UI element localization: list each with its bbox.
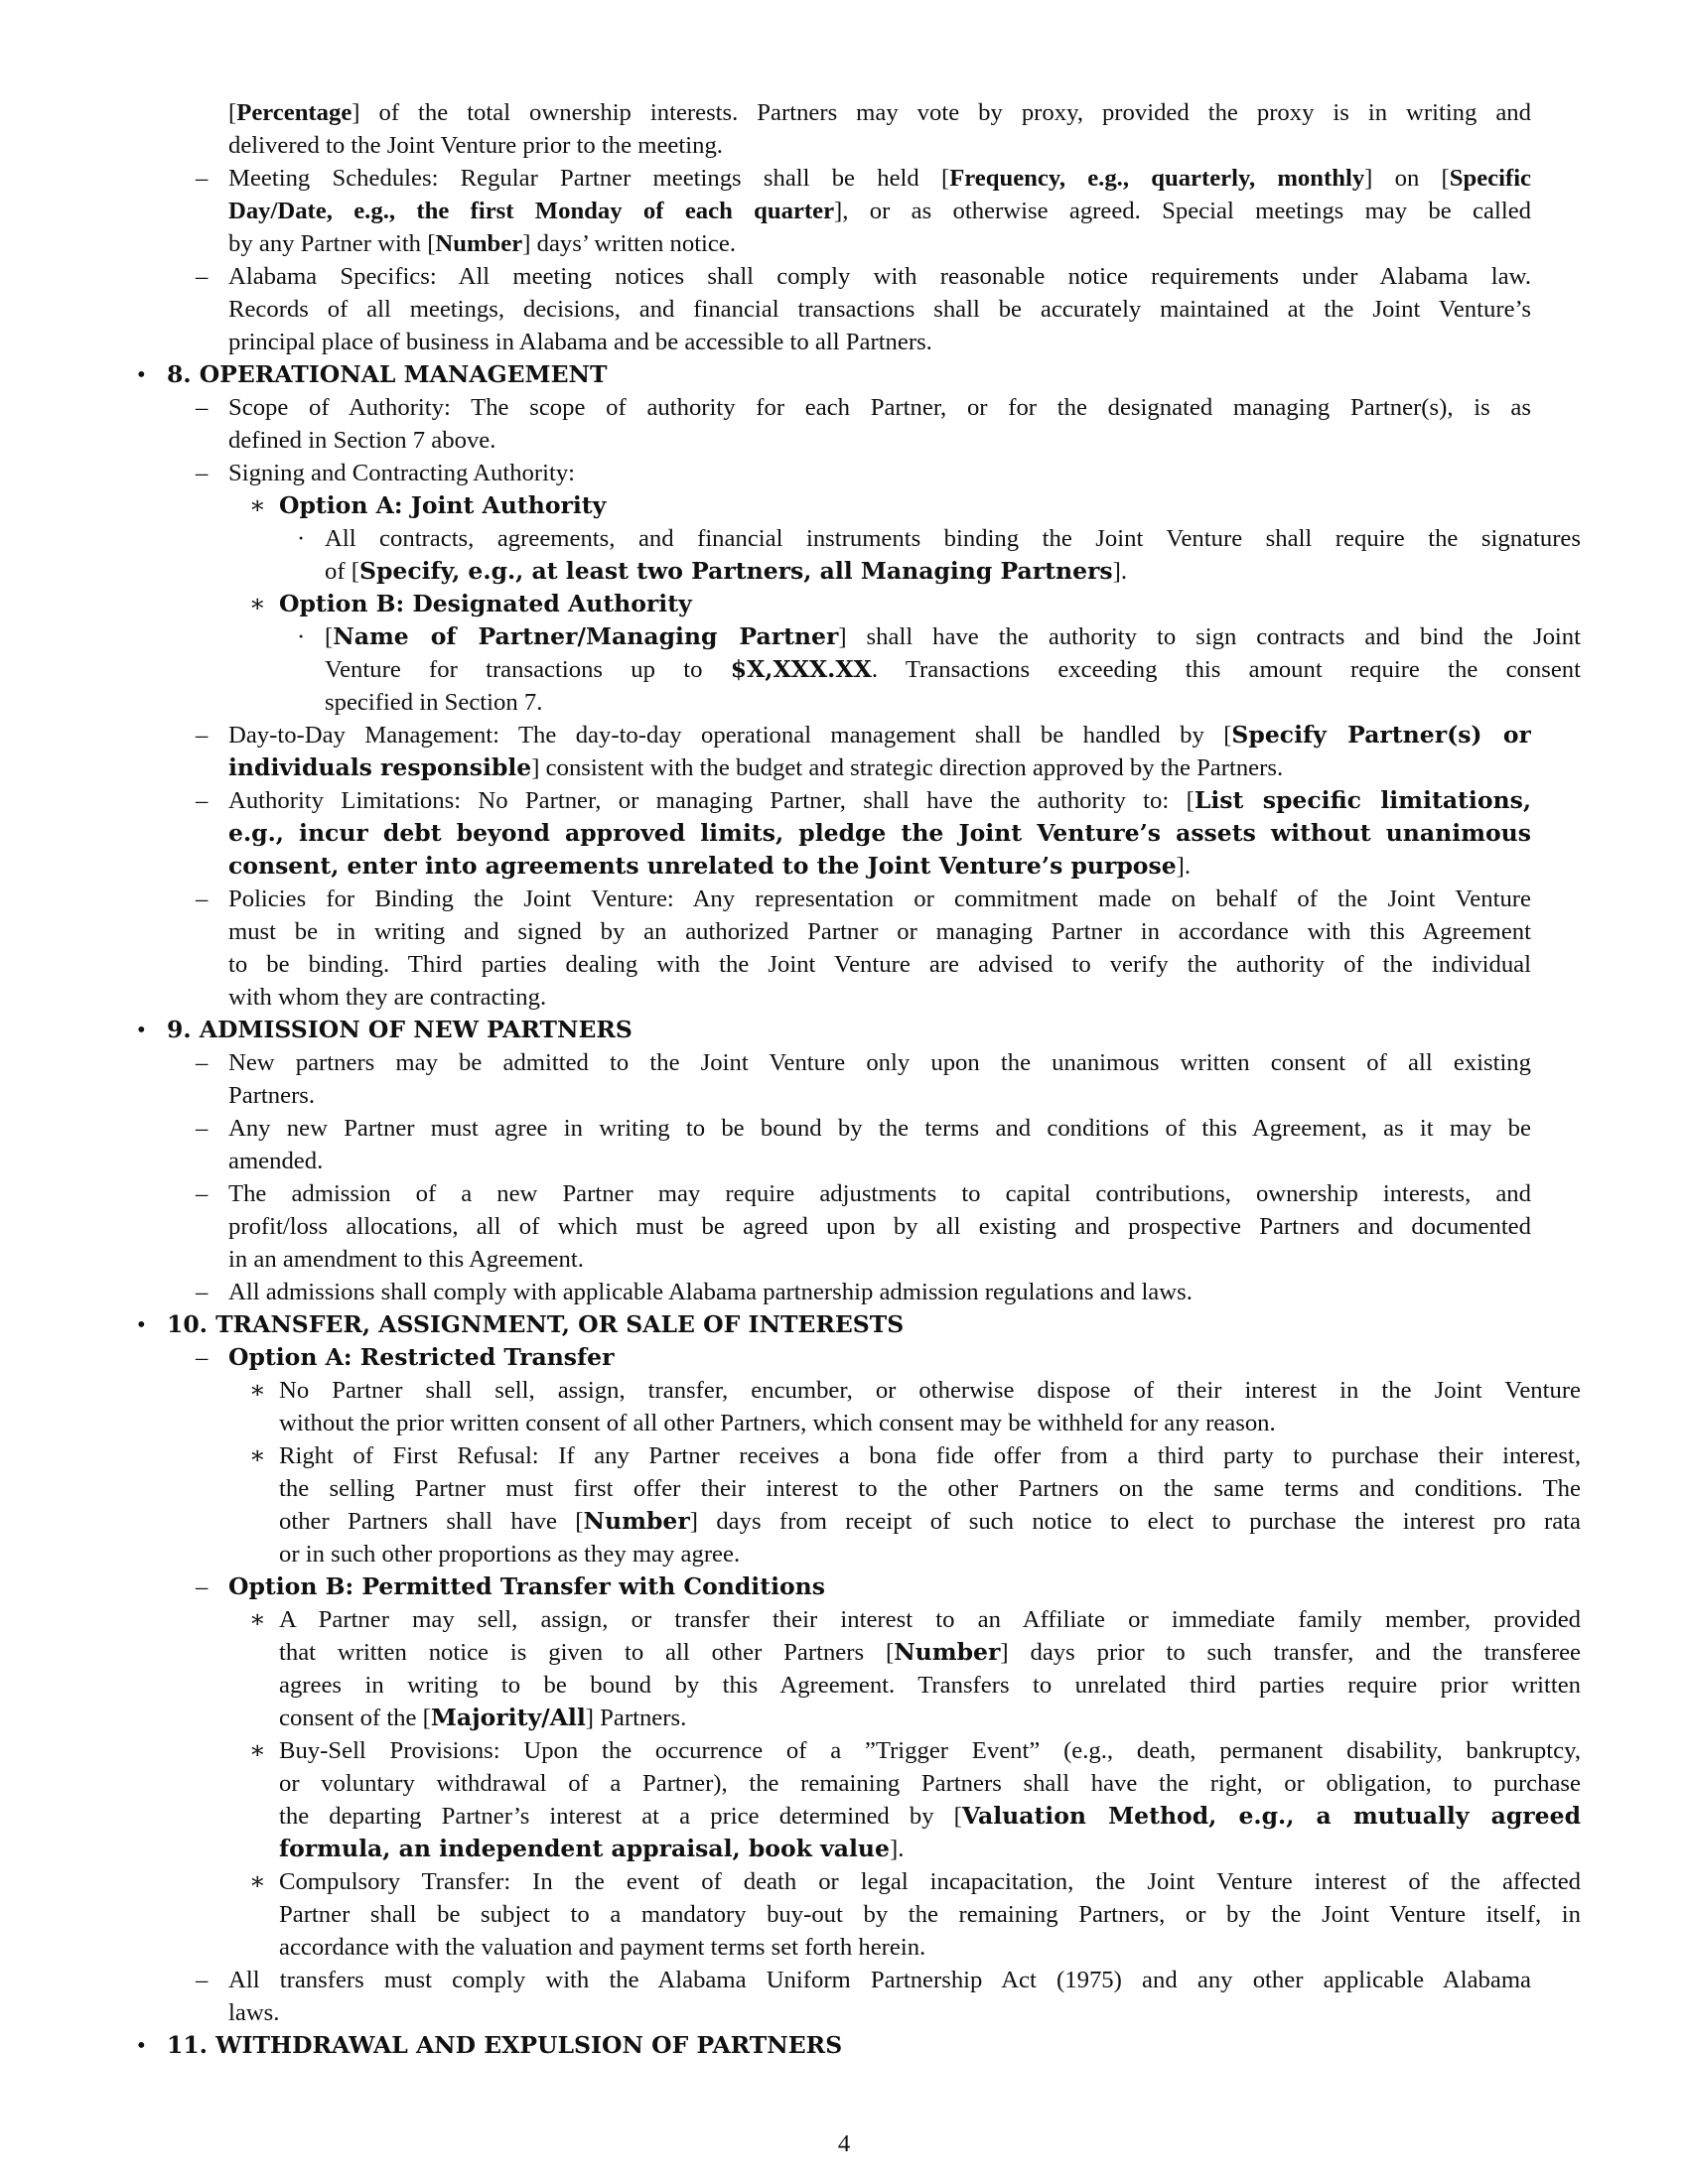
list-item: – Authority Limitations: No Partner, or managing Partner, shall have the authority to: [List specific limitations, [196, 786, 1531, 814]
text-line: or voluntary withdrawal of a Partner), the remaining Partners shall have the right, or obligation, to purchase [279, 1770, 1581, 1797]
text-line: profit/loss allocations, all of which must be agreed upon by all existing and prospective Partners and documented [228, 1213, 1531, 1240]
list-item: · [Name of Partner/Managing Partner] shall have the authority to sign contracts and bind the Joint [297, 622, 1581, 650]
text-line: [Percentage] of the total ownership interests. Partners may vote by proxy, provided the proxy is in writing and [228, 99, 1531, 126]
document-body [0, 96, 1688, 2062]
text-line: e.g., incur debt beyond approved limits, pledge the Joint Venture’s assets without unanimous [228, 819, 1531, 847]
sub-heading: ∗ Option B: Designated Authority [249, 590, 692, 617]
sub-heading: – Option A: Restricted Transfer [196, 1343, 615, 1371]
text-line: individuals responsible] consistent with the budget and strategic direction approved by the Partners. [228, 753, 1284, 781]
text-line: of [Specify, e.g., at least two Partners, all Managing Partners]. [325, 557, 1128, 585]
section-heading: • 8. OPERATIONAL MANAGEMENT [137, 360, 608, 388]
list-item: – Day-to-Day Management: The day-to-day operational management shall be handled by [Specify Partner(s) or [196, 721, 1531, 749]
text-line: or in such other proportions as they may agree. [279, 1541, 741, 1568]
sub-heading: ∗ Option A: Joint Authority [249, 491, 607, 519]
list-item: – Signing and Contracting Authority: [196, 460, 576, 486]
text-line: consent of the [Majority/All] Partners. [279, 1704, 687, 1731]
section-heading: • 9. ADMISSION OF NEW PARTNERS [137, 1016, 633, 1043]
list-item: ∗ Buy-Sell Provisions: Upon the occurrence of a ”Trigger Event” (e.g., death, permanent disability, bankruptcy, [249, 1737, 1581, 1764]
list-item: ∗ Right of First Refusal: If any Partner receives a bona fide offer from a third party to purchase their interest, [249, 1442, 1581, 1469]
text-line: other Partners shall have [Number] days from receipt of such notice to elect to purchase the interest pro rata [279, 1507, 1581, 1535]
section-heading: • 10. TRANSFER, ASSIGNMENT, OR SALE OF INTERESTS [137, 1310, 905, 1338]
text-line: laws. [228, 1999, 280, 2026]
text-line: specified in Section 7. [325, 689, 543, 716]
list-item: – Scope of Authority: The scope of authority for each Partner, or for the designated managing Partner(s), is as [196, 394, 1531, 421]
text-line: to be binding. Third parties dealing with the Joint Venture are advised to verify the authority of the individual [228, 951, 1531, 978]
text-line: formula, an independent appraisal, book value]. [279, 1835, 905, 1862]
text-line: must be in writing and signed by an authorized Partner or managing Partner in accordance with this Agreement [228, 918, 1531, 945]
text-line: agrees in writing to be bound by this Agreement. Transfers to unrelated third parties require prior written [279, 1672, 1581, 1699]
section-heading: • 11. WITHDRAWAL AND EXPULSION OF PARTNERS [137, 2031, 843, 2059]
text-line: delivered to the Joint Venture prior to the meeting. [228, 132, 723, 159]
list-item: – Any new Partner must agree in writing to be bound by the terms and conditions of this Agreement, as it may be [196, 1115, 1531, 1142]
list-item: – Policies for Binding the Joint Venture: Any representation or commitment made on behalf of the Joint Venture [196, 886, 1531, 912]
text-line: without the prior written consent of all other Partners, which consent may be withheld for any reason. [279, 1410, 1276, 1436]
text-line: with whom they are contracting. [228, 984, 547, 1011]
page-number: 4 [837, 2130, 851, 2157]
text-line: Partner shall be subject to a mandatory buy-out by the remaining Partners, or by the Joint Venture itself, in [279, 1901, 1581, 1928]
list-item: – Meeting Schedules: Regular Partner meetings shall be held [Frequency, e.g., quarterly, monthly] on [Specific [196, 165, 1531, 192]
text-line: amended. [228, 1148, 324, 1174]
text-line: by any Partner with [Number] days’ written notice. [228, 230, 737, 257]
text-line: Venture for transactions up to $X,XXX.XX. Transactions exceeding this amount require the consent [325, 655, 1581, 683]
list-item: – The admission of a new Partner may require adjustments to capital contributions, ownership interests, and [196, 1180, 1531, 1207]
list-item: ∗ No Partner shall sell, assign, transfer, encumber, or otherwise dispose of their interest in the Joint Venture [249, 1377, 1581, 1404]
list-item: ∗ Compulsory Transfer: In the event of death or legal incapacitation, the Joint Venture interest of the affected [249, 1868, 1581, 1895]
list-item: – All admissions shall comply with applicable Alabama partnership admission regulations and laws. [196, 1279, 1193, 1305]
list-item: – Alabama Specifics: All meeting notices shall comply with reasonable notice requirements under Alabama law. [196, 263, 1531, 290]
list-item: – All transfers must comply with the Alabama Uniform Partnership Act (1975) and any other applicable Alabama [196, 1967, 1531, 1993]
list-item: – New partners may be admitted to the Joint Venture only upon the unanimous written consent of all existing [196, 1049, 1531, 1076]
text-line: the departing Partner’s interest at a price determined by [Valuation Method, e.g., a mutually agreed [279, 1802, 1581, 1830]
text-line: Partners. [228, 1082, 316, 1109]
sub-heading: – Option B: Permitted Transfer with Conditions [196, 1572, 825, 1600]
text-line: defined in Section 7 above. [228, 427, 496, 454]
list-item: · All contracts, agreements, and financial instruments binding the Joint Venture shall require the signatures [297, 525, 1581, 552]
text-line: principal place of business in Alabama and be accessible to all Partners. [228, 329, 932, 355]
list-item: ∗ A Partner may sell, assign, or transfer their interest to an Affiliate or immediate family member, provided [249, 1606, 1581, 1633]
text-line: consent, enter into agreements unrelated to the Joint Venture’s purpose]. [228, 852, 1192, 880]
text-line: the selling Partner must first offer their interest to the other Partners on the same terms and conditions. The [279, 1475, 1581, 1502]
text-line: Records of all meetings, decisions, and financial transactions shall be accurately maintained at the Joint Venture’s [228, 296, 1531, 323]
text-line: that written notice is given to all other Partners [Number] days prior to such transfer, and the transferee [279, 1638, 1581, 1666]
text-line: accordance with the valuation and payment terms set forth herein. [279, 1934, 926, 1961]
text-line: in an amendment to this Agreement. [228, 1246, 584, 1273]
text-line: Day/Date, e.g., the first Monday of each quarter], or as otherwise agreed. Special meetings may be called [228, 198, 1531, 224]
